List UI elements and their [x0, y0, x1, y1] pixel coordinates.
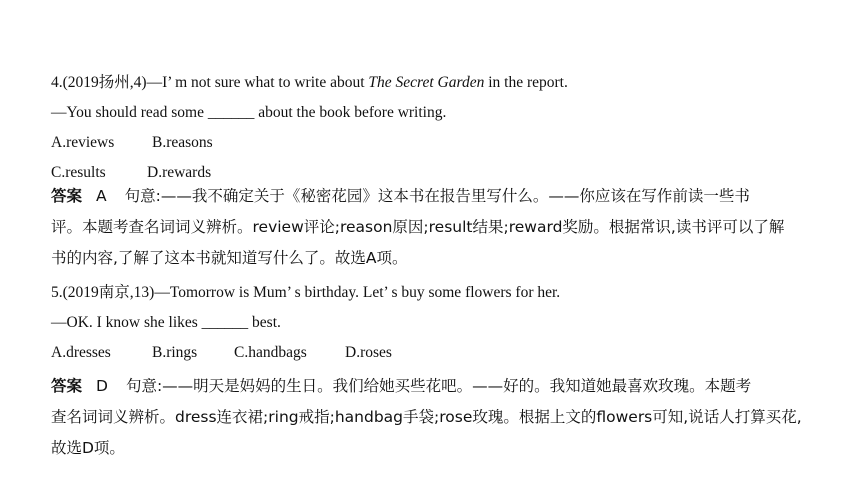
q5-answer-letter: D: [96, 377, 108, 395]
q5-option-d: D.roses: [345, 344, 392, 361]
q5-option-a: A.dresses: [51, 344, 111, 361]
q4-answer-label: 答案: [51, 187, 83, 205]
q4-options-row2: [51, 163, 211, 183]
q4-answer-letter: A: [96, 187, 107, 205]
q5-explanation-1: 句意:——明天是妈妈的生日。我们给她买些花吧。——好的。我知道她最喜欢玫瑰。本题考: [125, 377, 752, 395]
q4-book-title: The Secret Garden: [368, 74, 485, 91]
q4-option-b: B.reasons: [152, 134, 213, 151]
q4-answer-line1: [51, 186, 750, 206]
q5-answer-line1: [51, 376, 751, 396]
q4-option-c: C.results: [51, 164, 106, 181]
q4-stem: [51, 73, 568, 93]
q4-explanation-1: 句意:——我不确定关于《秘密花园》这本书在报告里写什么。——你应该在写作前读一些书: [124, 187, 750, 205]
q4-explanation-2: 评。本题考查名词词义辨析。review评论;reason原因;result结果;reward奖励。根据常识,读书评可以了解: [51, 218, 785, 236]
q5-stem: 5.(2019南京,13)—Tomorrow is Mum’ s birthday. Let’ s buy some flowers for her.: [51, 284, 561, 301]
q4-options-row1: [51, 133, 213, 153]
q5-response: —OK. I know she likes ______ best.: [51, 314, 281, 331]
q5-option-c: C.handbags: [234, 344, 307, 361]
q5-explanation-2: 查名词词义辨析。dress连衣裙;ring戒指;handbag手袋;rose玫瑰。根据上文的flowers可知,说话人打算买花,: [51, 408, 802, 426]
q4-option-a: A.reviews: [51, 134, 115, 151]
q4-stem-prefix: 4.(2019扬州,4)—I’ m not sure what to write about: [51, 74, 369, 91]
q4-response: —You should read some ______ about the book before writing.: [51, 104, 447, 121]
q4-explanation-3: 书的内容,了解了这本书就知道写什么了。故选A项。: [51, 249, 408, 267]
q5-explanation-3: 故选D项。: [51, 439, 125, 457]
q5-answer-label: 答案: [51, 377, 83, 395]
q5-options: [51, 343, 392, 363]
q5-option-b: B.rings: [152, 344, 198, 361]
q4-option-d: D.rewards: [147, 164, 212, 181]
q4-stem-suffix: in the report.: [484, 74, 568, 91]
